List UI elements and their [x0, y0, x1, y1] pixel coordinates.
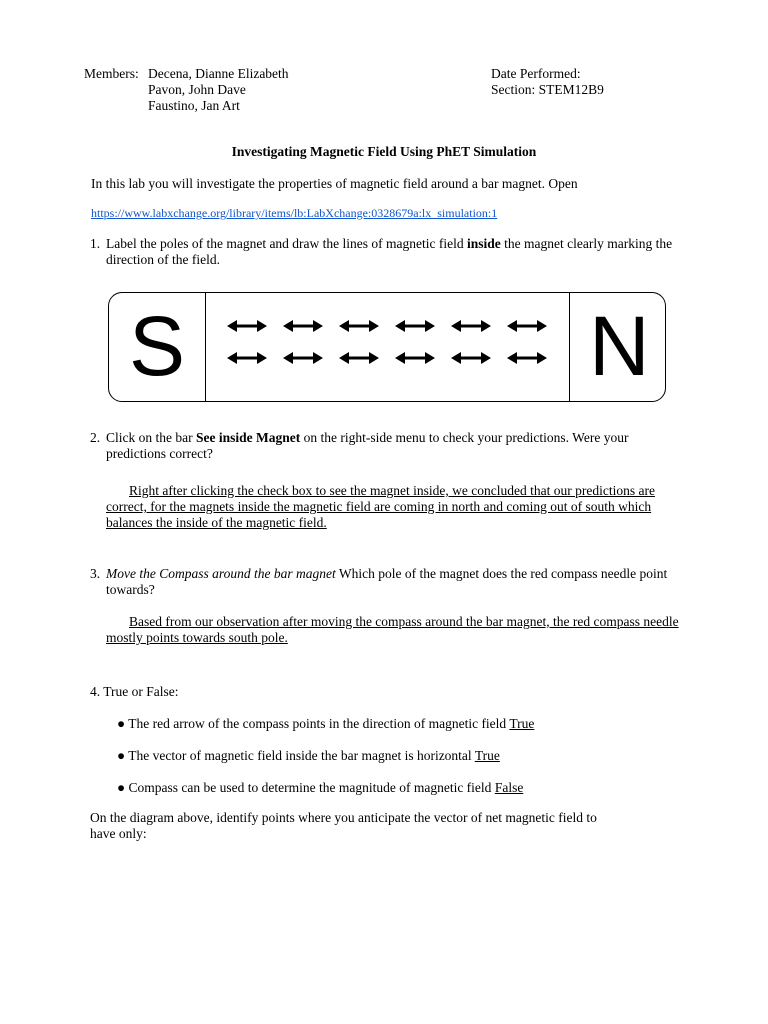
document-title: Investigating Magnetic Field Using PhET Simulation: [231, 144, 537, 159]
statement-text: The red arrow of the compass points in the direction of magnetic field: [128, 716, 510, 731]
question-number: 2.: [90, 430, 101, 445]
question-number: 1.: [90, 236, 101, 251]
answer-text: Right after clicking the check box to see the magnet inside, we concluded that our predictions are correct, for the magnets inside the magnetic field are coming in north and coming out of south which balances the inside of the magnetic field.: [106, 483, 655, 530]
true-false-item: ● The red arrow of the compass points in the direction of magnetic field True: [117, 716, 535, 731]
simulation-link[interactable]: https://www.labxchange.org/library/items/lb:LabXchange:0328679a:lx_simulation:1: [91, 206, 498, 220]
north-pole-label: N: [589, 299, 650, 393]
double-arrow: [339, 352, 379, 364]
question-3: [90, 566, 680, 598]
answer-3: [106, 614, 681, 646]
member-name: Decena, Dianne Elizabeth: [148, 66, 289, 81]
question-1: [90, 236, 680, 268]
double-arrow: [451, 352, 491, 364]
statement-answer: True: [474, 748, 500, 763]
section-label: Section: STEM12B9: [491, 82, 604, 97]
double-arrow: [283, 320, 323, 332]
question-text: the magnet clearly marking the direction of the field.: [106, 236, 673, 267]
question-text: Click on the bar: [106, 430, 196, 445]
double-arrow: [507, 352, 547, 364]
double-arrow: [395, 352, 435, 364]
answer-2: [106, 483, 681, 531]
statement-text: The vector of magnetic field inside the bar magnet is horizontal: [128, 748, 475, 763]
member-name: Faustino, Jan Art: [148, 98, 240, 113]
true-false-item: ● Compass can be used to determine the magnitude of magnetic field False: [117, 780, 524, 795]
double-arrow: [451, 320, 491, 332]
double-arrow: [507, 320, 547, 332]
question-text: Which pole of the magnet does the red compass needle point towards?: [106, 566, 668, 597]
question-bold-text: inside: [467, 236, 501, 251]
double-arrow: [227, 352, 267, 364]
true-false-item: ● The vector of magnetic field inside the bar magnet is horizontal True: [117, 748, 500, 763]
statement-answer: False: [494, 780, 524, 795]
answer-text: Based from our observation after moving the compass around the bar magnet, the red compass needle mostly points towards south pole.: [106, 614, 679, 645]
bar-magnet-diagram: [108, 292, 666, 402]
south-pole-label: S: [129, 299, 186, 393]
question-bold-text: See inside Magnet: [195, 430, 301, 445]
question-italic-text: Move the Compass around the bar magnet: [106, 566, 336, 581]
double-arrow: [227, 320, 267, 332]
double-arrow: [339, 320, 379, 332]
field-arrows: [205, 293, 569, 401]
date-performed-label: Date Performed:: [491, 66, 581, 81]
statement-answer: True: [509, 716, 535, 731]
question-2: [90, 430, 680, 462]
members-label: Members:: [84, 66, 139, 81]
question-number: 3.: [90, 566, 101, 581]
question-text: Label the poles of the magnet and draw the lines of magnetic field: [106, 236, 467, 251]
closing-text: On the diagram above, identify points where you anticipate the vector of net magnetic field to have only:: [90, 810, 597, 841]
statement-text: Compass can be used to determine the magnitude of magnetic field: [128, 780, 495, 795]
intro-text: In this lab you will investigate the properties of magnetic field around a bar magnet. Open: [91, 176, 578, 191]
question-text: on the right-side menu to check your predictions. Were your predictions correct?: [106, 430, 629, 461]
member-name: Pavon, John Dave: [148, 82, 246, 97]
pole-divider: [569, 293, 570, 401]
double-arrow: [283, 352, 323, 364]
question-4-label: 4. True or False:: [90, 684, 179, 699]
double-arrow: [395, 320, 435, 332]
